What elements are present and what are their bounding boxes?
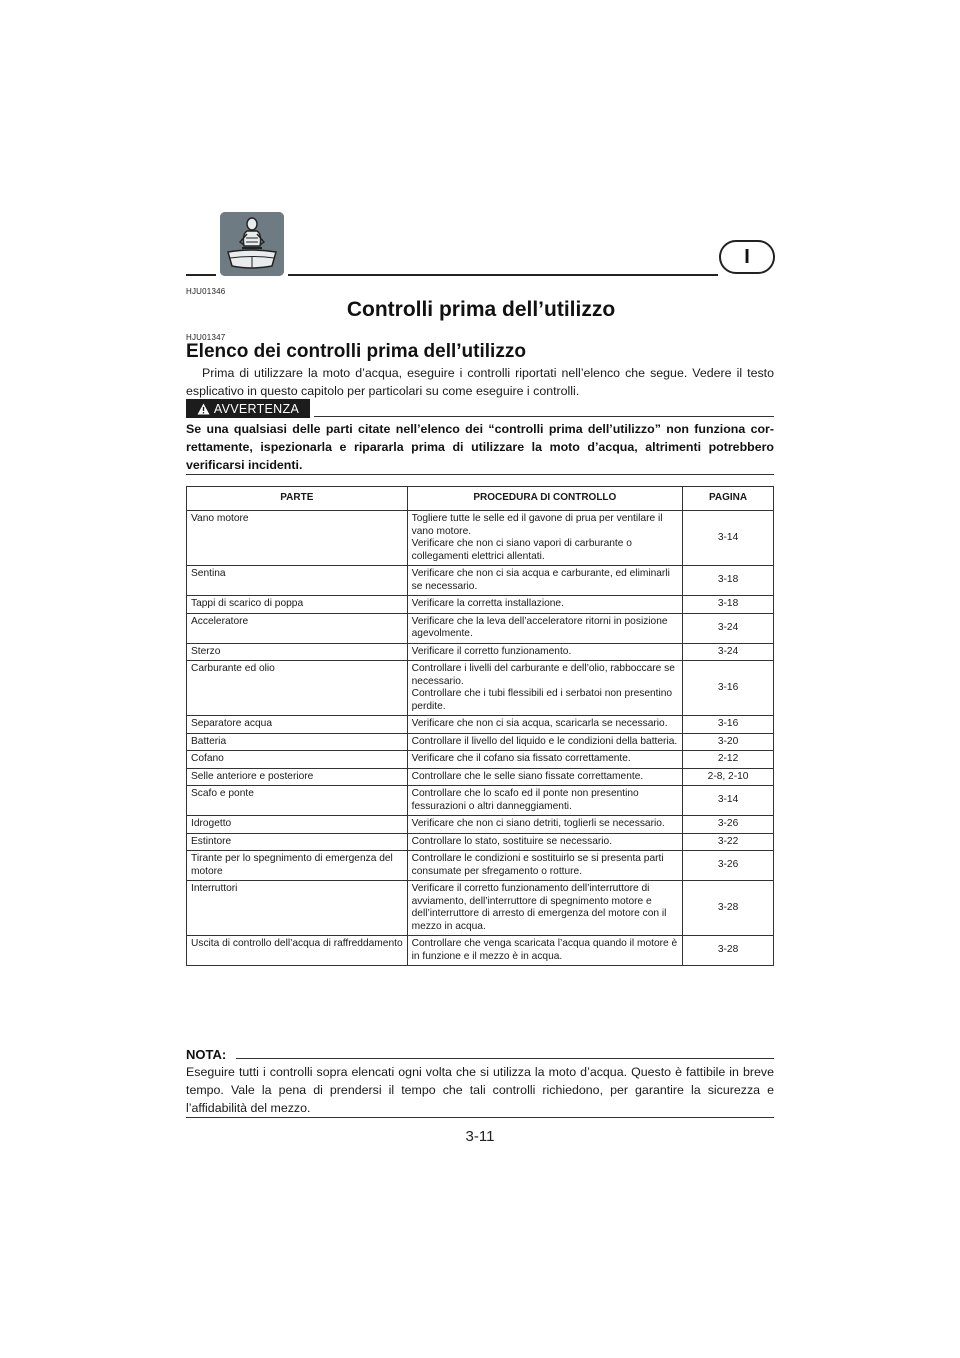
column-header-part: PARTE [187,487,408,511]
page-number: 3-11 [465,1128,495,1145]
note-text: Eseguire tutti i controlli sopra elencati ogni volta che si utilizza la moto d’acqua. Questo è fattibile in breve tempo. Vale la pena di prendersi il tempo che tali controlli richiedono, per garantire la sicurezza e l’affidabilità del mezzo. [186,1065,774,1115]
table-row [187,936,774,966]
intro-paragraph [186,364,774,400]
warning-triangle-icon [197,403,210,415]
table-row [187,566,774,596]
cell-procedure: Controllare lo stato, sostituire se necessario. [407,833,682,851]
cell-procedure: Verificare la corretta installazione. [407,596,682,614]
note-label: NOTA: [186,1047,227,1062]
table-row [187,596,774,614]
warning-text: Se una qualsiasi delle parti citate nell’elenco dei “controlli prima dell’utilizzo” non funziona cor-rettamente, ispezionarla e ripararla prima di utilizzare la moto d’acqua, altrimenti potrebbero verificarsi incidenti. [186,422,774,472]
cell-page: 2-8, 2-10 [683,768,774,786]
table-row [187,751,774,769]
note-rule-bottom [186,1117,774,1118]
cell-procedure: Verificare che il cofano sia fissato correttamente. [407,751,682,769]
cell-procedure: Verificare che la leva dell’acceleratore ritorni in posizione agevolmente. [407,613,682,643]
cell-part: Interruttori [187,881,408,936]
header-rule-left [186,274,216,276]
table-header-row [187,487,774,511]
table-row [187,643,774,661]
column-header-page: PAGINA [683,487,774,511]
cell-part: Cofano [187,751,408,769]
cell-page: 3-26 [683,851,774,881]
intro-text: Prima di utilizzare la moto d’acqua, eseguire i controlli riportati nell’elenco che segue. Vedere il testo esplicativo in questo capitolo per particolari su come eseguire i controlli. [186,366,774,398]
column-header-procedure: PROCEDURA DI CONTROLLO [407,487,682,511]
cell-page: 3-14 [683,786,774,816]
subsection-title: Elenco dei controlli prima dell’utilizzo [186,341,526,362]
table-row [187,881,774,936]
cell-procedure: Verificare il corretto funzionamento. [407,643,682,661]
table-row [187,768,774,786]
cell-page: 3-26 [683,816,774,834]
cell-part: Uscita di controllo dell’acqua di raffreddamento [187,936,408,966]
language-badge: I [719,240,775,274]
cell-page: 3-20 [683,733,774,751]
cell-part: Scafo e ponte [187,786,408,816]
cell-part: Separatore acqua [187,716,408,734]
cell-procedure: Controllare i livelli del carburante e dell’olio, rabboccare se necessario. Controllare che i tubi flessibili ed i serbatoi non presentino perdite. [407,661,682,716]
cell-page: 3-22 [683,833,774,851]
cell-page: 3-18 [683,596,774,614]
cell-page: 2-12 [683,751,774,769]
table-row [187,851,774,881]
cell-part: Tappi di scarico di poppa [187,596,408,614]
cell-procedure: Controllare le condizioni e sostituirlo se si presenta parti consumate per sfregamento o rotture. [407,851,682,881]
cell-part: Carburante ed olio [187,661,408,716]
cell-procedure: Controllare il livello del liquido e le condizioni della batteria. [407,733,682,751]
table-row [187,511,774,566]
cell-procedure: Controllare che le selle siano fissate correttamente. [407,768,682,786]
cell-page: 3-16 [683,716,774,734]
table-body [187,511,774,966]
cell-page: 3-28 [683,936,774,966]
cell-procedure: Verificare che non ci siano detriti, toglierli se necessario. [407,816,682,834]
cell-page: 3-24 [683,643,774,661]
cell-part: Tirante per lo spegnimento di emergenza del motore [187,851,408,881]
warning-rule-top [314,416,774,417]
cell-part: Idrogetto [187,816,408,834]
warning-rule-bottom [186,474,774,475]
table-row [187,613,774,643]
warning-label: AVVERTENZA [213,401,300,416]
cell-part: Estintore [187,833,408,851]
cell-part: Sentina [187,566,408,596]
cell-procedure: Verificare che non ci sia acqua, scaricarla se necessario. [407,716,682,734]
warning-badge [186,399,310,418]
cell-part: Acceleratore [187,613,408,643]
table-row [187,661,774,716]
table-row [187,716,774,734]
cell-part: Batteria [187,733,408,751]
cell-page: 3-18 [683,566,774,596]
table-row [187,786,774,816]
cell-procedure: Controllare che lo scafo ed il ponte non presentino fessurazioni o altri danneggiamenti. [407,786,682,816]
table-row [187,733,774,751]
cell-page: 3-24 [683,613,774,643]
pre-operation-checklist-table [186,486,774,966]
cell-page: 3-16 [683,661,774,716]
cell-page: 3-28 [683,881,774,936]
section-code: HJU01346 [186,287,226,296]
subsection-code: HJU01347 [186,333,226,342]
cell-procedure: Togliere tutte le selle ed il gavone di prua per ventilare il vano motore. Verificare che non ci siano vapori di carburante o collegamenti elettrici allentati. [407,511,682,566]
table-row [187,833,774,851]
cell-page: 3-14 [683,511,774,566]
cell-part: Selle anteriore e posteriore [187,768,408,786]
cell-procedure: Controllare che venga scaricata l’acqua quando il motore è in funzione e il mezzo è in acqua. [407,936,682,966]
note-rule-top [236,1058,774,1059]
table-row [187,816,774,834]
cell-procedure: Verificare il corretto funzionamento dell’interruttore di avviamento, dell’interruttore di spegnimento motore e dell’interruttore di arresto di emergenza del motore con il mezzo in acqua. [407,881,682,936]
header-rule-right [288,274,718,276]
cell-part: Vano motore [187,511,408,566]
person-on-watercraft-icon [220,212,284,276]
cell-procedure: Verificare che non ci sia acqua e carburante, ed eliminarli se necessario. [407,566,682,596]
page-title: Controlli prima dell’utilizzo [346,298,616,321]
cell-part: Sterzo [187,643,408,661]
